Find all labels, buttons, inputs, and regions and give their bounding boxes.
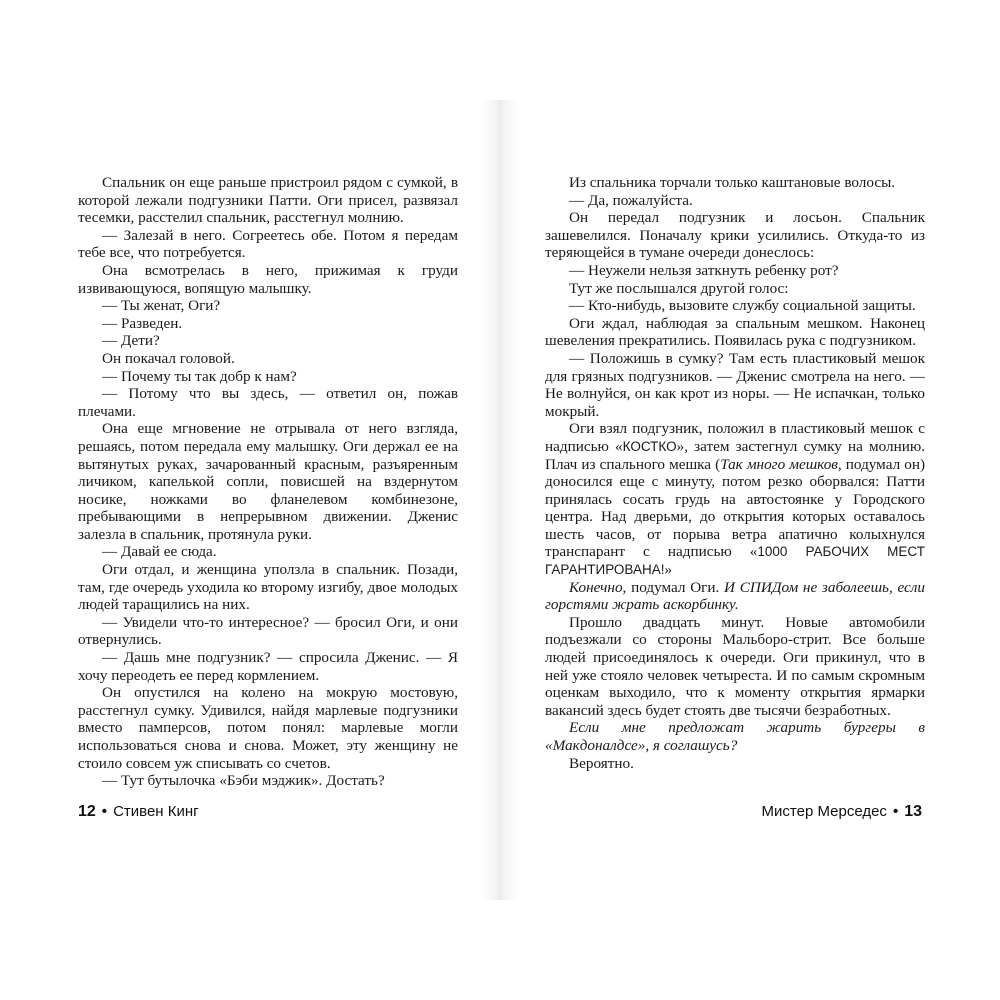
banner-text: 1000 РАБОЧИХ МЕСТ ГАРАНТИРОВАНА! [545, 544, 925, 578]
left-paragraph: — Давай ее сюда. [102, 543, 217, 561]
page-number: 12 [78, 803, 96, 820]
left-paragraph: Спальник он еще раньше пристроил рядом с сумкой, в которой лежали подгузники Патти. Оги присел, развязал тесемки, расстелил спальник, расстегнул молнию. [78, 174, 458, 227]
text-run: », затем застегнул сумку на молнию. Плач из спального мешка ( [545, 437, 925, 473]
left-paragraph: — Потому что вы здесь, — ответил он, пожав плечами. [78, 385, 458, 420]
left-paragraph: Он опустился на колено на мокрую мостовую, расстегнул сумку. Удивился, найдя марлевые подгузники вместо памперсов, потом понял: марлевые могли использоваться снова и снова. Может, эту женщину не стоило совсем уж списывать со счетов. [78, 684, 458, 772]
left-paragraph: Он покачал головой. [102, 349, 235, 367]
text-run: подумал Оги. [626, 578, 725, 596]
folio-bullet: • [892, 803, 899, 820]
right-paragraph: — Да, пожалуйста. [569, 191, 693, 209]
right-paragraph: — Кто-нибудь, вызовите службу социальной защиты. [569, 297, 916, 315]
right-paragraph: — Положишь в сумку? Там есть пластиковый мешок для грязных подгузников. — Дженис смотрела на него. — Не волнуйся, он как крот из норы. — Не испачкан, только мокрый. [545, 349, 925, 420]
text-run: Оги взял подгузник, положил в пластиковый мешок с надписью « [545, 420, 925, 455]
left-paragraph: Она всмотрелась в него, прижимая к груди извивающуюся, вопящую малышку. [78, 261, 458, 297]
right-paragraph-thought [545, 579, 925, 614]
left-page [78, 174, 458, 790]
right-paragraph: Тут же послышался другой голос: [569, 279, 789, 297]
right-paragraph: Прошло двадцать минут. Новые автомобили подъезжали со стороны Мальборо-стрит. Все больше людей присоединялось к очереди. Оги прикинул, что в ней уже стояло человек четыреста. И по самым скромным оценкам выходило, что к моменту открытия ярмарки вакансий здесь будет стоять две тысячи безработных. [545, 613, 925, 719]
right-paragraph: Оги ждал, наблюдая за спальным мешком. Наконец шевеления прекратились. Появилась рука с подгузником. [545, 314, 925, 350]
left-paragraph: — Тут бутылочка «Бэби мэджик». Достать? [102, 772, 385, 790]
right-paragraph: — Неужели нельзя заткнуть ребенку рот? [569, 261, 839, 279]
text-run: » [664, 561, 673, 579]
left-paragraph: — Дети? [102, 332, 160, 350]
right-paragraph-italic: Если мне предложат жарить бургеры в «Макдоналдсе», я соглашусь? [545, 719, 925, 754]
right-page-folio [762, 803, 922, 821]
book-gutter [478, 100, 522, 900]
left-paragraph: Она еще мгновение не отрывала от него взгляда, решаясь, потом передала ему малышку. Оги держал ее на вытянутых руках, зачарованный красным, разъяренным личиком, капелькой сопли, повисшей на вздернутом носике, ножками во фланелевом комбинезоне, пребывающими в непрерывном движении. Дженис залезла в спальник, протянула руки. [78, 420, 458, 543]
left-page-folio [78, 803, 199, 821]
running-head-title: Мистер Мерседес [761, 803, 887, 820]
costco-label: КОСТКО [622, 438, 677, 454]
left-paragraph: — Почему ты так добр к нам? [102, 367, 297, 385]
inner-thought: Так много мешков, [720, 455, 842, 473]
text-run: подумал он) доносился еще с минуту, потом резко оборвался: Патти принялась сосать грудь на автостоянке у Городского центра. Над дверьми, до открытия которых оставалось шесть часов, от порыва ветра апатично колыхнулся транспарант с надписью « [545, 455, 926, 561]
inner-thought: И СПИДом не заболеешь, если горстями жрать аскорбинку. [545, 578, 925, 614]
right-paragraph: Вероятно. [569, 754, 634, 772]
right-paragraph-costco [545, 420, 925, 578]
right-page [545, 174, 925, 772]
left-paragraph: — Дашь мне подгузник? — спросила Дженис. — Я хочу переодеть ее перед кормлением. [78, 649, 458, 684]
left-paragraph: Оги отдал, и женщина уползла в спальник. Позади, там, где очередь уходила ко второму изгибу, двое молодых людей таращились на них. [78, 561, 458, 614]
left-paragraph: — Ты женат, Оги? [102, 297, 221, 315]
left-paragraph: — Разведен. [102, 314, 183, 332]
right-paragraph: Из спальника торчали только каштановые волосы. [569, 174, 896, 191]
left-paragraph: — Увидели что-то интересное? — бросил Оги, и они отвернулись. [78, 613, 458, 649]
page-number: 13 [904, 803, 922, 820]
inner-thought: Конечно, [569, 578, 627, 596]
folio-bullet: • [101, 803, 108, 820]
running-head-author: Стивен Кинг [113, 803, 199, 820]
right-paragraph: Он передал подгузник и лосьон. Спальник зашевелился. Поначалу крики усилились. Откуда-то из теряющейся в тумане очереди донеслось: [545, 209, 925, 262]
left-paragraph: — Залезай в него. Согреетесь обе. Потом я передам тебе все, что потребуется. [78, 226, 458, 262]
